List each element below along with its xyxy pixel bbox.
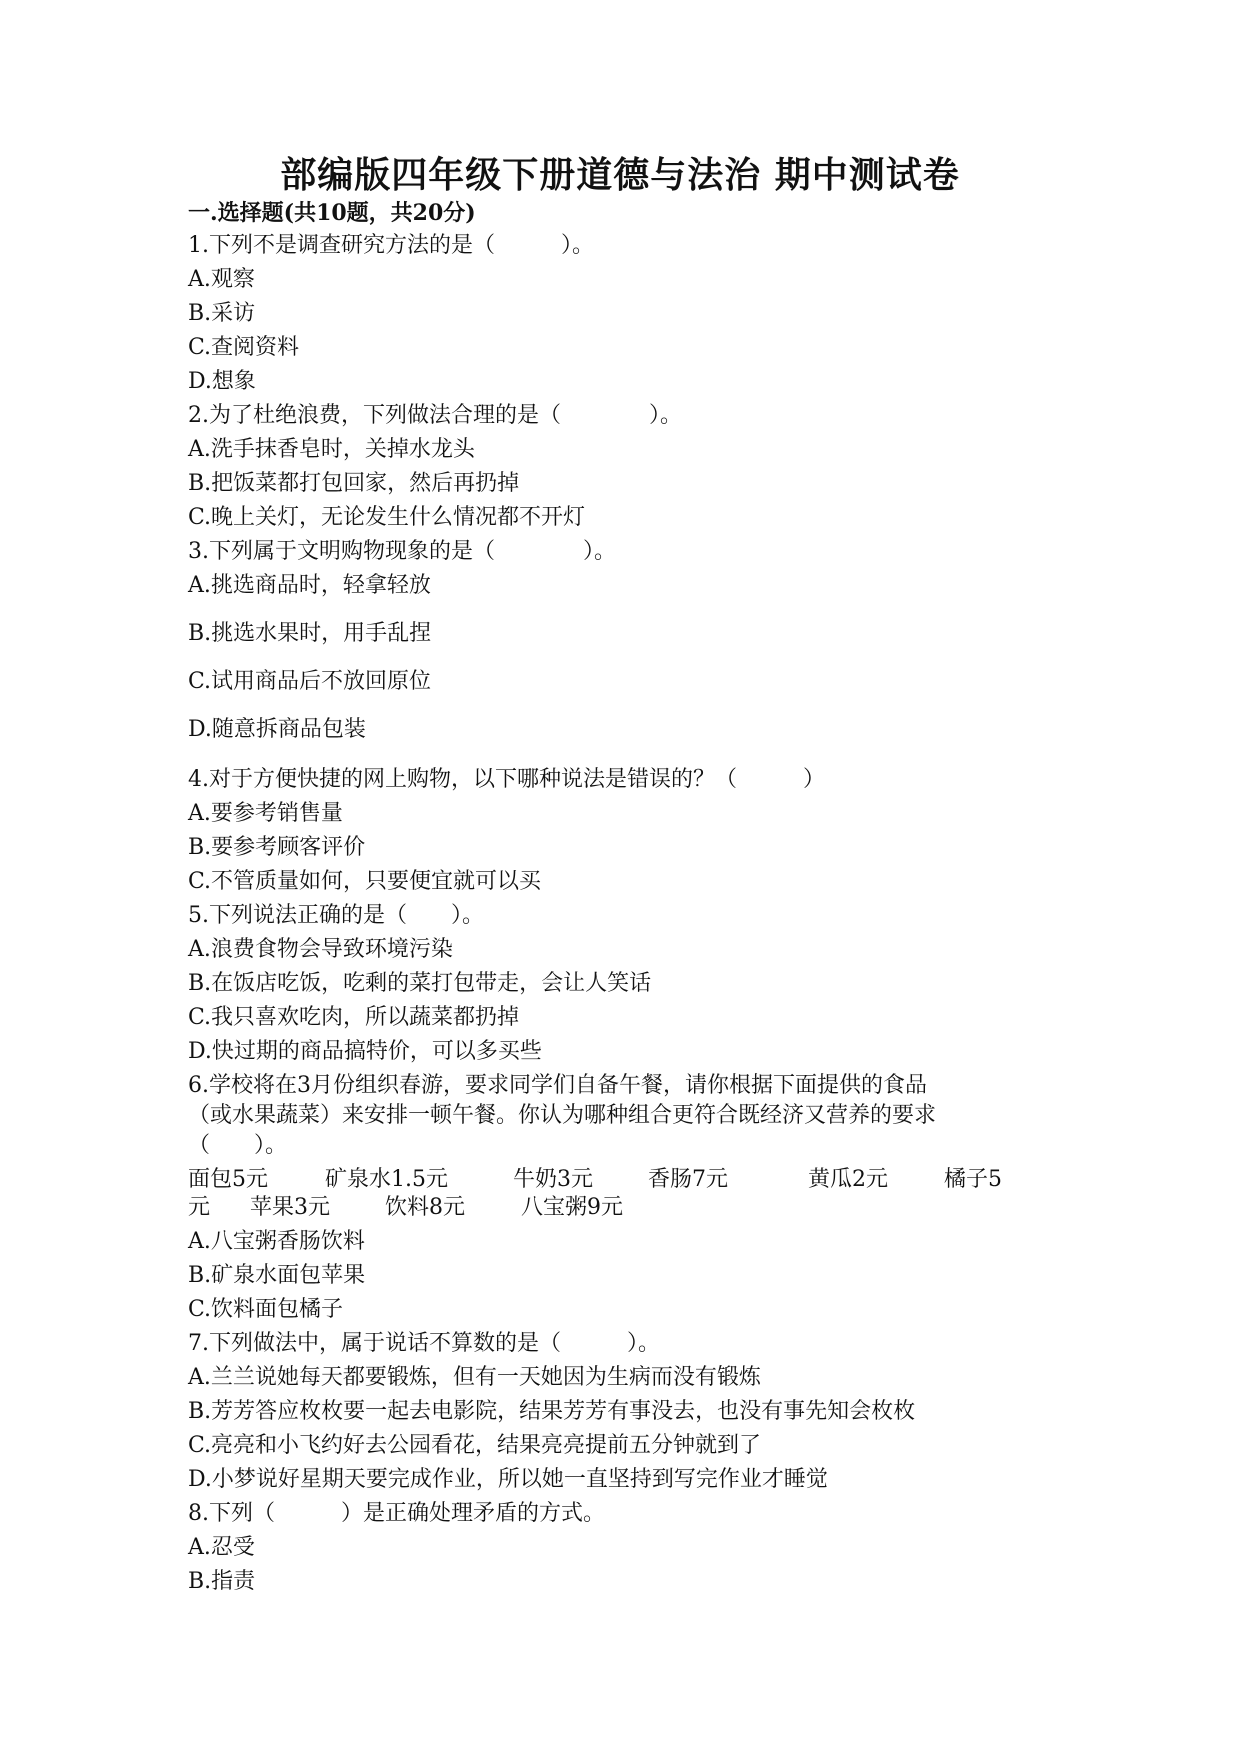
question-1-option-b: B.采访	[188, 301, 256, 326]
food-item: 八宝粥9元	[521, 1195, 623, 1220]
food-item: 元	[188, 1195, 211, 1220]
food-item: 牛奶3元	[513, 1167, 593, 1192]
question-2-option-b: B.把饭菜都打包回家，然后再扔掉	[188, 471, 520, 496]
question-1-option-d: D.想象	[188, 369, 256, 394]
question-5-option-c: C.我只喜欢吃肉，所以蔬菜都扔掉	[188, 1005, 520, 1030]
question-6-stem-line-2: （或水果蔬菜）来安排一顿午餐。你认为哪种组合更符合既经济又营养的要求	[188, 1103, 937, 1128]
question-7-option-a: A.兰兰说她每天都要锻炼，但有一天她因为生病而没有锻炼	[188, 1365, 761, 1390]
question-3-option-c: C.试用商品后不放回原位	[188, 669, 432, 694]
question-1-stem: 1.下列不是调查研究方法的是（ ）。	[188, 233, 594, 258]
food-item: 橘子5	[944, 1167, 1002, 1192]
question-2-stem: 2.为了杜绝浪费，下列做法合理的是（ ）。	[188, 403, 682, 428]
question-7-option-d: D.小梦说好星期天要完成作业，所以她一直坚持到写完作业才睡觉	[188, 1467, 828, 1492]
question-4-option-a: A.要参考销售量	[188, 801, 343, 826]
question-2-option-a: A.洗手抹香皂时，关掉水龙头	[188, 437, 475, 462]
question-3-option-a: A.挑选商品时，轻拿轻放	[188, 573, 431, 598]
food-item: 苹果3元	[250, 1195, 330, 1220]
food-item: 香肠7元	[648, 1167, 728, 1192]
question-2-option-c: C.晚上关灯，无论发生什么情况都不开灯	[188, 505, 586, 530]
question-7-stem: 7.下列做法中，属于说话不算数的是（ ）。	[188, 1331, 660, 1356]
question-6-option-c: C.饮料面包橘子	[188, 1297, 344, 1322]
question-4-option-c: C.不管质量如何，只要便宜就可以买	[188, 869, 542, 894]
question-6-stem-line-1: 6.学校将在3月份组织春游，要求同学们自备午餐，请你根据下面提供的食品	[188, 1073, 927, 1098]
question-3-stem: 3.下列属于文明购物现象的是（ ）。	[188, 539, 616, 564]
question-1-option-a: A.观察	[188, 267, 255, 292]
question-8-option-a: A.忍受	[188, 1535, 255, 1560]
section-heading: 一.选择题(共10题，共20分)	[188, 200, 476, 226]
food-item: 饮料8元	[385, 1195, 465, 1220]
question-5-stem: 5.下列说法正确的是（ ）。	[188, 903, 484, 928]
food-item: 面包5元	[188, 1167, 268, 1192]
question-1-option-c: C.查阅资料	[188, 335, 300, 360]
question-5-option-b: B.在饭店吃饭，吃剩的菜打包带走，会让人笑话	[188, 971, 652, 996]
question-6-stem-line-3: （ ）。	[188, 1133, 288, 1158]
question-7-option-b: B.芳芳答应枚枚要一起去电影院，结果芳芳有事没去，也没有事先知会枚枚	[188, 1399, 916, 1424]
question-4-stem: 4.对于方便快捷的网上购物，以下哪种说法是错误的？（ ）	[188, 767, 825, 792]
food-item: 矿泉水1.5元	[325, 1167, 448, 1192]
question-4-option-b: B.要参考顾客评价	[188, 835, 366, 860]
question-7-option-c: C.亮亮和小飞约好去公园看花，结果亮亮提前五分钟就到了	[188, 1433, 762, 1458]
question-8-option-b: B.指责	[188, 1569, 256, 1594]
question-6-option-a: A.八宝粥香肠饮料	[188, 1229, 365, 1254]
question-5-option-d: D.快过期的商品搞特价，可以多买些	[188, 1039, 542, 1064]
question-8-stem: 8.下列（ ）是正确处理矛盾的方式。	[188, 1501, 605, 1526]
question-3-option-d: D.随意拆商品包装	[188, 717, 366, 742]
question-3-option-b: B.挑选水果时，用手乱捏	[188, 621, 432, 646]
exam-title: 部编版四年级下册道德与法治 期中测试卷	[280, 154, 960, 196]
question-6-option-b: B.矿泉水面包苹果	[188, 1263, 366, 1288]
food-item: 黄瓜2元	[808, 1167, 888, 1192]
question-5-option-a: A.浪费食物会导致环境污染	[188, 937, 453, 962]
